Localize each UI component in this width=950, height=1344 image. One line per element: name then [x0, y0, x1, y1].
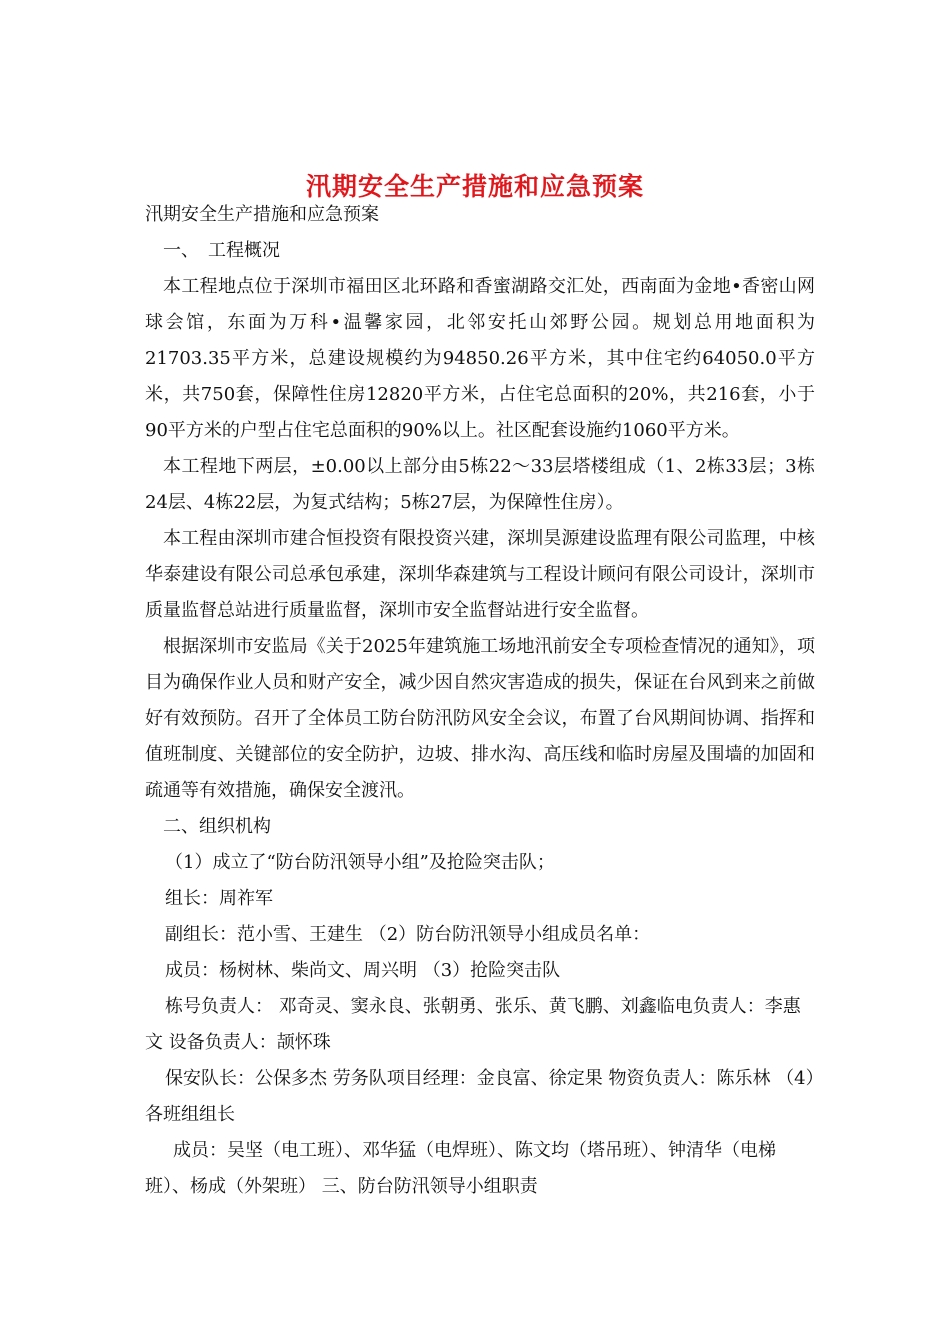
- building-structure-paragraph: 本工程地下两层，±0.00以上部分由5栋22～33层塔楼组成（1、2栋33层；3栋24层、4栋22层，为复式结构；5栋27层，为保障性住房）。: [145, 456, 815, 513]
- list-item: 成员：杨树林、柴尚文、周兴明 （3）抢险突击队: [165, 960, 561, 981]
- section-heading-project-overview: 一、 工程概况: [163, 240, 280, 261]
- flood-safety-notice-paragraph: 根据深圳市安监局《关于2025年建筑施工场地汛前安全专项检查情况的通知》，项目为确保作业人员和财产安全，减少因自然灾害造成的损失，保证在台风到来之前做好有效预防。召开了全体员工防台防汛防风安全会议，布置了台风期间协调、指挥和值班制度、关键部位的安全防护，边坡、排水沟、高压线和临时房屋及围墙的加固和疏通等有效措施，确保安全渡汛。: [145, 636, 815, 801]
- list-item: 保安队长：公保多杰 劳务队项目经理：金良富、徐定果 物资负责人：陈乐林 （4）各班组组长: [145, 1068, 815, 1125]
- list-item: 组长：周祚军: [165, 888, 273, 909]
- organization-list: [145, 845, 815, 1205]
- list-item: （1）成立了“防台防汛领导小组”及抢险突击队；: [165, 852, 555, 873]
- list-item: 栋号负责人： 邓奇灵、窦永良、张朝勇、张乐、黄飞鹏、刘鑫临电负责人：李惠文 设备负责人：颉怀珠: [145, 996, 801, 1053]
- document-title: 汛期安全生产措施和应急预案: [305, 171, 644, 201]
- document-body: [145, 197, 815, 1205]
- project-location-paragraph: 本工程地点位于深圳市福田区北环路和香蜜湖路交汇处，西南面为金地•香密山网球会馆，东面为万科•温馨家园，北邻安托山郊野公园。规划总用地面积为21703.35平方米，总建设规模约为94850.26平方米，其中住宅约64050.0平方米，共750套，保障性住房12820平方米，占住宅总面积的20%，共216套，小于90平方米的户型占住宅总面积的90%以上。社区配套设施约1060平方米。: [145, 276, 815, 441]
- project-parties-paragraph: 本工程由深圳市建合恒投资有限投资兴建，深圳昊源建设监理有限公司监理，中核华泰建设有限公司总承包承建，深圳华森建筑与工程设计顾问有限公司设计，深圳市质量监督总站进行质量监督，深圳市安全监督站进行安全监督。: [145, 528, 815, 621]
- list-item: 成员：吴坚（电工班）、邓华猛（电焊班）、陈文均（塔吊班）、钟清华（电梯班）、杨成（外架班） 三、防台防汛领导小组职责: [145, 1140, 776, 1197]
- section-heading-organization: 二、组织机构: [163, 816, 271, 837]
- list-item: 副组长：范小雪、王建生 （2）防台防汛领导小组成员名单：: [165, 924, 651, 945]
- subtitle-paragraph: 汛期安全生产措施和应急预案: [145, 204, 379, 225]
